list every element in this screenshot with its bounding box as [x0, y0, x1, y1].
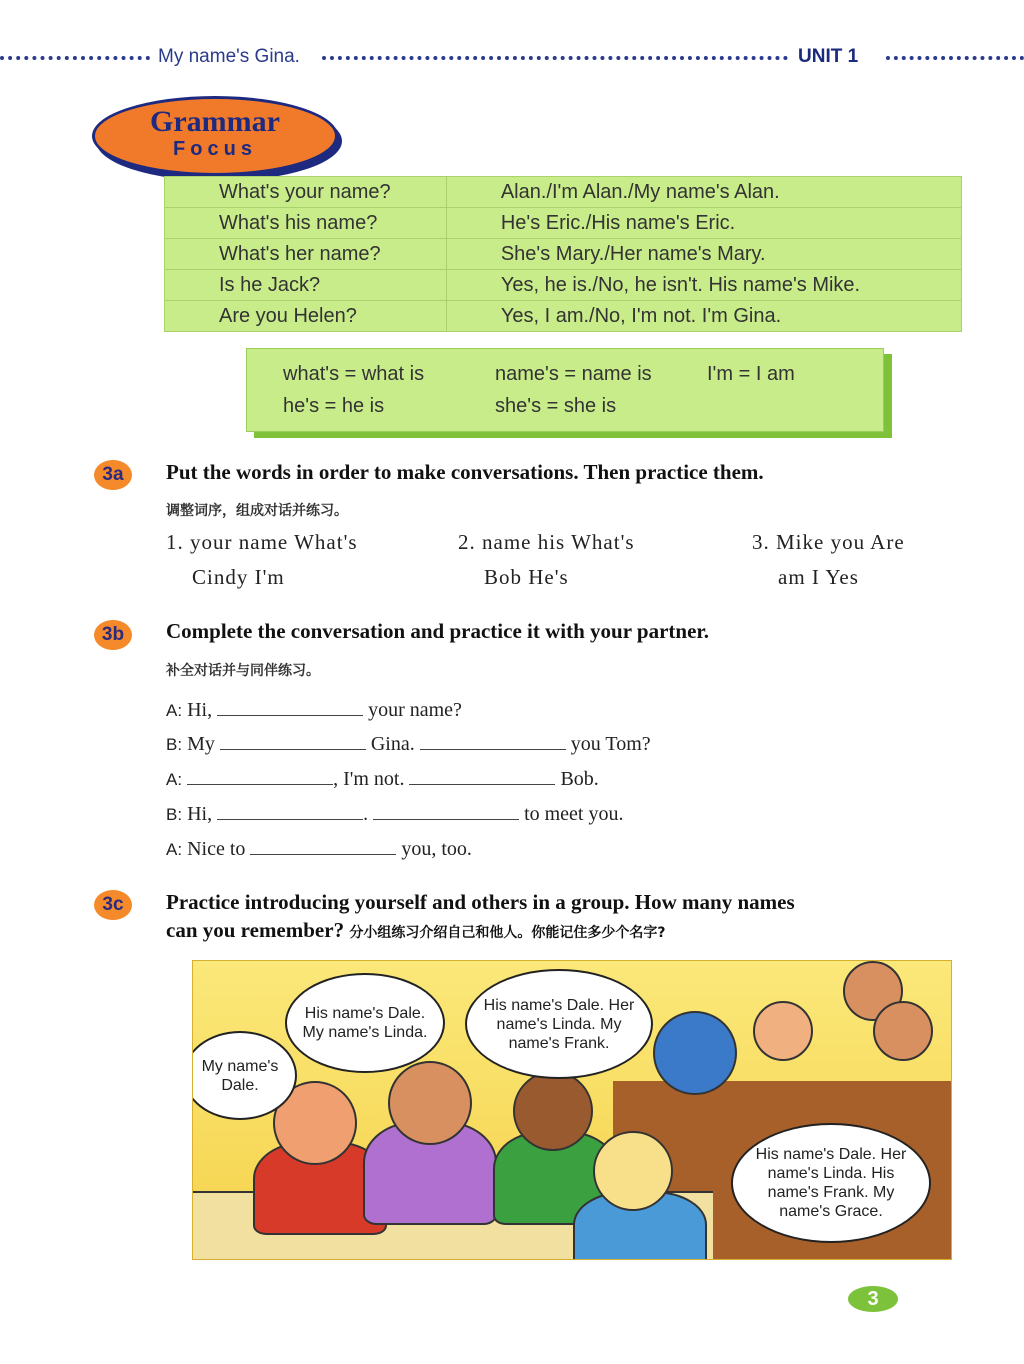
chinese-instruction: 分小组练习介绍自己和他人。你能记住多少个名字?: [349, 925, 666, 941]
text: Nice to: [187, 838, 246, 860]
exercise-number: 3c: [94, 890, 132, 920]
scrambled-words: 1. your name What's: [166, 530, 358, 554]
speech-bubble: His name's Dale. My name's Linda.: [285, 973, 445, 1073]
instruction: Put the words in order to make conversations. Then practice them.: [166, 460, 764, 484]
student-head: [873, 1001, 933, 1061]
text: Hi,: [187, 699, 213, 721]
blank[interactable]: [217, 697, 363, 716]
dialogue-line: [166, 697, 462, 722]
question: What's her name?: [165, 239, 447, 270]
text: to meet you.: [524, 803, 624, 825]
exercise-number: 3a: [94, 460, 132, 490]
girl-linda-head: [388, 1061, 472, 1145]
scrambled-words: Bob He's: [484, 565, 569, 589]
table-row: [165, 301, 962, 332]
scrambled-words: 3. Mike you Are: [752, 530, 905, 554]
table-row: [165, 177, 962, 208]
blank[interactable]: [220, 731, 366, 750]
contraction: he's = he is: [283, 395, 385, 417]
question: What's your name?: [165, 177, 447, 208]
instruction: Complete the conversation and practice it with your partner.: [166, 619, 710, 643]
text: My: [187, 733, 215, 755]
dialogue-line: [166, 731, 651, 756]
table-row: [165, 239, 962, 270]
grammar-focus-badge: [92, 96, 338, 176]
text: your name?: [368, 699, 462, 721]
speech-bubble: His name's Dale. Her name's Linda. His name's Frank. My name's Grace.: [731, 1123, 931, 1243]
text: you Tom?: [570, 733, 651, 755]
speech-bubble: His name's Dale. Her name's Linda. My name's Frank.: [465, 969, 653, 1079]
answer: She's Mary./Her name's Mary.: [446, 239, 961, 270]
answer: Alan./I'm Alan./My name's Alan.: [446, 177, 961, 208]
chinese-instruction: 补全对话并与同伴练习。: [166, 663, 320, 679]
unit-label: UNIT 1: [798, 46, 859, 67]
dotted-rule: [0, 56, 150, 64]
blank[interactable]: [187, 766, 333, 785]
speaker: A:: [166, 701, 183, 720]
contraction: name's = name is: [495, 363, 652, 385]
question: What's his name?: [165, 208, 447, 239]
student-head: [753, 1001, 813, 1061]
badge-title: Grammar: [150, 105, 280, 138]
dialogue-line: [166, 766, 599, 791]
dialogue-line: [166, 836, 472, 861]
scrambled-words: Cindy I'm: [192, 565, 285, 589]
speaker: A:: [166, 840, 183, 859]
scrambled-words: am I Yes: [778, 565, 859, 589]
instruction-text: can you remember?: [166, 918, 345, 942]
text: Gina.: [370, 733, 415, 755]
badge-subtitle: Focus: [173, 138, 257, 160]
instruction: [166, 918, 665, 943]
answer: Yes, he is./No, he isn't. His name's Mike.: [446, 270, 961, 301]
answer: Yes, I am./No, I'm not. I'm Gina.: [446, 301, 961, 332]
running-header: [0, 46, 1024, 72]
scrambled-words: 2. name his What's: [458, 530, 635, 554]
text: .: [363, 803, 369, 825]
contraction: she's = she is: [495, 395, 617, 417]
table-row: [165, 270, 962, 301]
text: , I'm not.: [333, 768, 405, 790]
boy-frank-head: [513, 1071, 593, 1151]
dotted-rule: [322, 56, 788, 64]
speaker: A:: [166, 770, 183, 789]
answer: He's Eric./His name's Eric.: [446, 208, 961, 239]
blank[interactable]: [373, 801, 519, 820]
instruction: Practice introducing yourself and others in a group. How many names: [166, 890, 795, 914]
blank[interactable]: [217, 801, 363, 820]
speech-bubble: My name's Dale.: [192, 1031, 297, 1120]
blank[interactable]: [420, 731, 566, 750]
blank[interactable]: [409, 766, 555, 785]
blank[interactable]: [250, 836, 396, 855]
globe: [653, 1011, 737, 1095]
contractions-box: [246, 348, 884, 432]
girl-grace-head: [593, 1131, 673, 1211]
chinese-instruction: 调整词序，组成对话并练习。: [166, 503, 348, 519]
speaker: B:: [166, 735, 183, 754]
question: Are you Helen?: [165, 301, 447, 332]
page-number: 3: [848, 1286, 898, 1312]
text: Bob.: [560, 768, 599, 790]
contraction: what's = what is: [283, 363, 425, 385]
dialogue-line: [166, 801, 624, 826]
classroom-illustration: [192, 960, 952, 1260]
lesson-title: My name's Gina.: [158, 46, 300, 67]
table-row: [165, 208, 962, 239]
dotted-rule: [886, 56, 1024, 64]
text: Hi,: [187, 803, 213, 825]
contraction: I'm = I am: [707, 363, 795, 385]
text: you, too.: [401, 838, 472, 860]
exercise-number: 3b: [94, 620, 132, 650]
speaker: B:: [166, 805, 183, 824]
question: Is he Jack?: [165, 270, 447, 301]
grammar-table: [164, 176, 962, 332]
